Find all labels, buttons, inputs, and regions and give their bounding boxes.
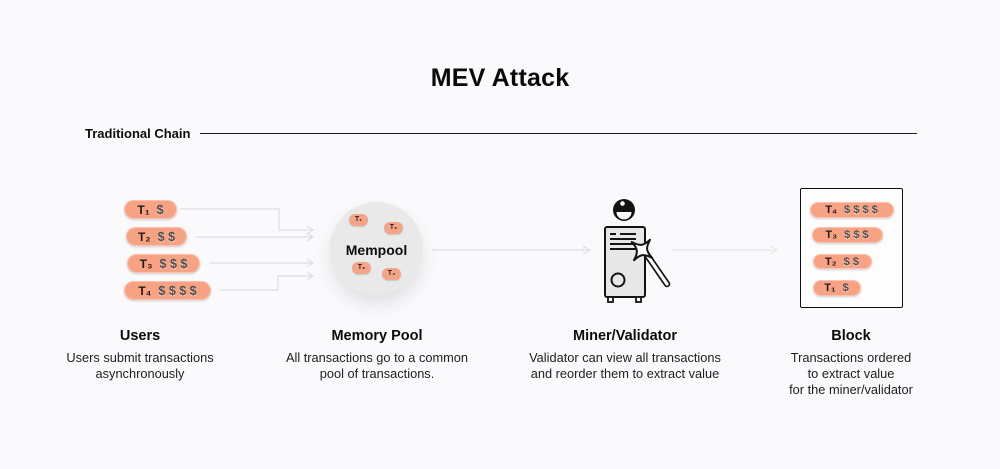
mempool-description-line2: pool of transactions. — [319, 366, 435, 381]
mempool-transaction-t1: T₁ — [349, 214, 368, 226]
miner-description-line2: and reorder them to extract value — [530, 366, 720, 381]
arrow-t4-to-mempool — [220, 276, 312, 290]
transaction-value: $ — [842, 282, 849, 294]
block-transaction-pill-t3 — [812, 227, 883, 243]
users-description — [40, 350, 240, 382]
transaction-id: T₄ — [138, 283, 152, 298]
smiley-face-icon — [613, 199, 635, 221]
user-transaction-pill-t1 — [124, 200, 177, 219]
block-transaction-pill-t1 — [813, 280, 861, 296]
transaction-value: $ $ — [843, 255, 859, 268]
users-description-line2: asynchronously — [95, 366, 185, 381]
miner-description-line1: Validator can view all transactions — [529, 350, 721, 365]
miner-validator-icon — [590, 192, 682, 304]
transaction-value: $ $ — [157, 229, 176, 244]
miner-heading: Miner/Validator — [573, 328, 677, 344]
transaction-value: $ $ $ — [159, 256, 188, 271]
transaction-value: $ $ $ — [844, 229, 869, 241]
user-transaction-pill-t4 — [124, 281, 211, 300]
transaction-id: T₂ — [825, 255, 837, 268]
block-description-line2: to extract value — [807, 366, 895, 381]
block-description-line3: for the miner/validator — [789, 382, 913, 397]
miner-description — [505, 350, 745, 382]
block-description — [761, 350, 941, 398]
transaction-id: T₄ — [825, 204, 838, 216]
transaction-id: T₁ — [137, 202, 150, 217]
mempool-description — [267, 350, 487, 382]
transaction-value: $ — [156, 202, 164, 217]
mempool-circle — [330, 202, 423, 295]
block-transaction-pill-t4 — [810, 202, 894, 218]
section-divider-line — [200, 133, 917, 134]
users-heading: Users — [119, 328, 161, 344]
transaction-id: T₃ — [139, 256, 153, 271]
mempool-heading: Memory Pool — [331, 328, 423, 344]
block-heading: Block — [831, 328, 871, 344]
block-transaction-pill-t2 — [813, 254, 872, 269]
mempool-transaction-t4: T₄ — [382, 268, 401, 280]
transaction-value: $ $ $ $ — [844, 204, 878, 216]
mempool-transaction-t3: T₃ — [352, 262, 371, 274]
mempool-transaction-t2: T₂ — [384, 222, 403, 234]
users-description-line1: Users submit transactions — [66, 350, 214, 365]
section-label: Traditional Chain — [85, 126, 191, 141]
block-description-line1: Transactions ordered — [790, 350, 912, 365]
user-transaction-pill-t2 — [126, 227, 187, 246]
computer-tower-icon — [605, 227, 645, 302]
transaction-id: T₃ — [825, 229, 838, 241]
page-title: MEV Attack — [430, 64, 570, 92]
transaction-id: T₂ — [137, 229, 151, 244]
arrow-t1-to-mempool — [180, 209, 312, 230]
mempool-description-line1: All transactions go to a common — [285, 350, 469, 365]
block-container — [800, 188, 903, 308]
transaction-value: $ $ $ $ — [158, 283, 197, 298]
user-transaction-pill-t3 — [127, 254, 200, 273]
transaction-id: T₁ — [824, 282, 836, 294]
mempool-circle-label: Mempool — [345, 242, 408, 258]
